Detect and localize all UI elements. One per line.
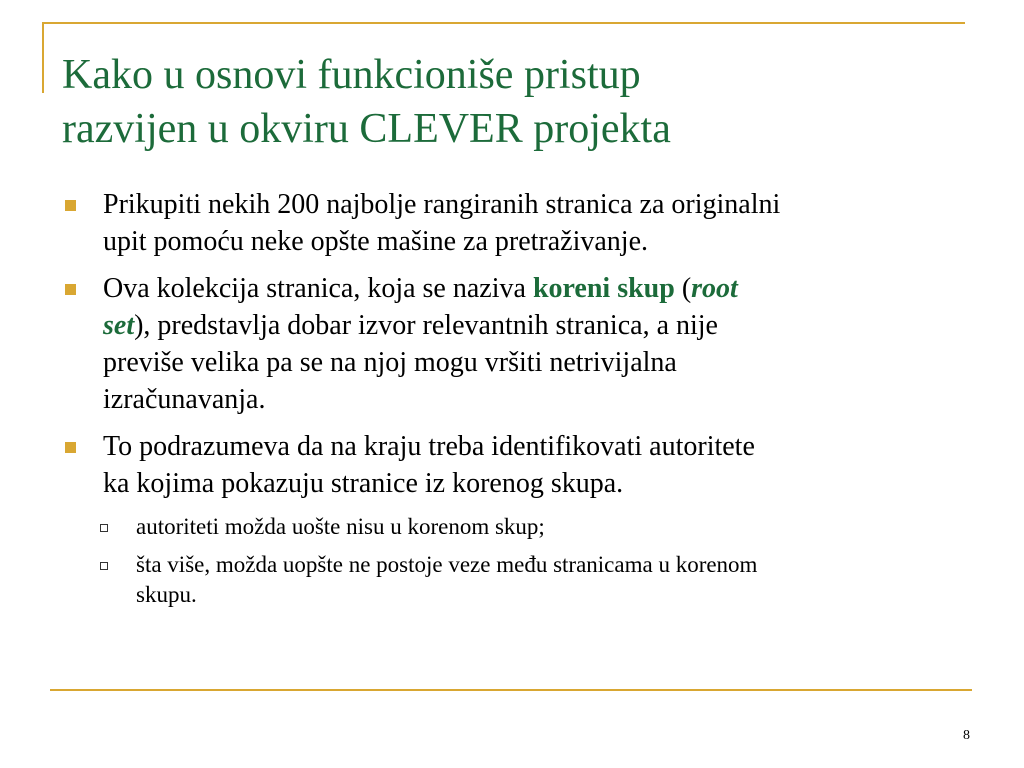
hollow-square-bullet-icon bbox=[100, 524, 108, 532]
sub-bullet-2 bbox=[62, 550, 962, 610]
bullet-2-line-4: izračunavanja. bbox=[103, 384, 266, 415]
bullet-3-line-1: To podrazumeva da na kraju treba identifikovati autoritete bbox=[103, 431, 755, 462]
bullet-2-line-1 bbox=[103, 270, 962, 307]
bullet-2-paren-open: ( bbox=[674, 273, 692, 304]
bullet-2-text-b: ), predstavlja dobar izvor relevantnih stranica, a nije bbox=[134, 310, 718, 341]
sub-bullet-2-line-1: šta više, možda uopšte ne postoje veze među stranicama u korenom bbox=[136, 552, 758, 577]
title-line-1: Kako u osnovi funkcioniše pristup bbox=[62, 52, 641, 98]
bullet-3-line-2: ka kojima pokazuju stranice iz korenog skupa. bbox=[103, 468, 624, 499]
frame-left-rule bbox=[42, 22, 44, 93]
bullet-2-line-2 bbox=[103, 307, 962, 344]
slide-title bbox=[62, 48, 962, 156]
bullet-3 bbox=[62, 428, 962, 502]
footer-rule bbox=[50, 689, 972, 691]
sub-bullet-1 bbox=[62, 512, 962, 542]
hollow-square-bullet-icon bbox=[100, 562, 108, 570]
sub-bullet-1-line-1: autoriteti možda uošte nisu u korenom skup; bbox=[136, 514, 545, 539]
term-root: root bbox=[691, 273, 738, 304]
square-bullet-icon bbox=[65, 284, 76, 295]
bullet-2 bbox=[62, 270, 962, 418]
bullet-2-line-3: previše velika pa se na njoj mogu vršiti netrivijalna bbox=[103, 347, 677, 378]
term-koreni-skup: koreni skup bbox=[532, 273, 675, 304]
square-bullet-icon bbox=[65, 200, 76, 211]
title-line-2: razvijen u okviru CLEVER projekta bbox=[62, 106, 671, 152]
square-bullet-icon bbox=[65, 442, 76, 453]
page-number: 8 bbox=[963, 728, 970, 743]
frame-top-rule bbox=[42, 22, 965, 24]
bullet-2-text-a: Ova kolekcija stranica, koja se naziva bbox=[103, 273, 533, 304]
bullet-1-line-1: Prikupiti nekih 200 najbolje rangiranih stranica za originalni bbox=[103, 189, 781, 220]
bullet-1 bbox=[62, 186, 962, 260]
bullet-1-line-2: upit pomoću neke opšte mašine za pretraživanje. bbox=[103, 226, 649, 257]
slide-content bbox=[62, 186, 962, 618]
sub-bullet-2-line-2: skupu. bbox=[136, 582, 197, 607]
term-set: set bbox=[103, 310, 135, 341]
